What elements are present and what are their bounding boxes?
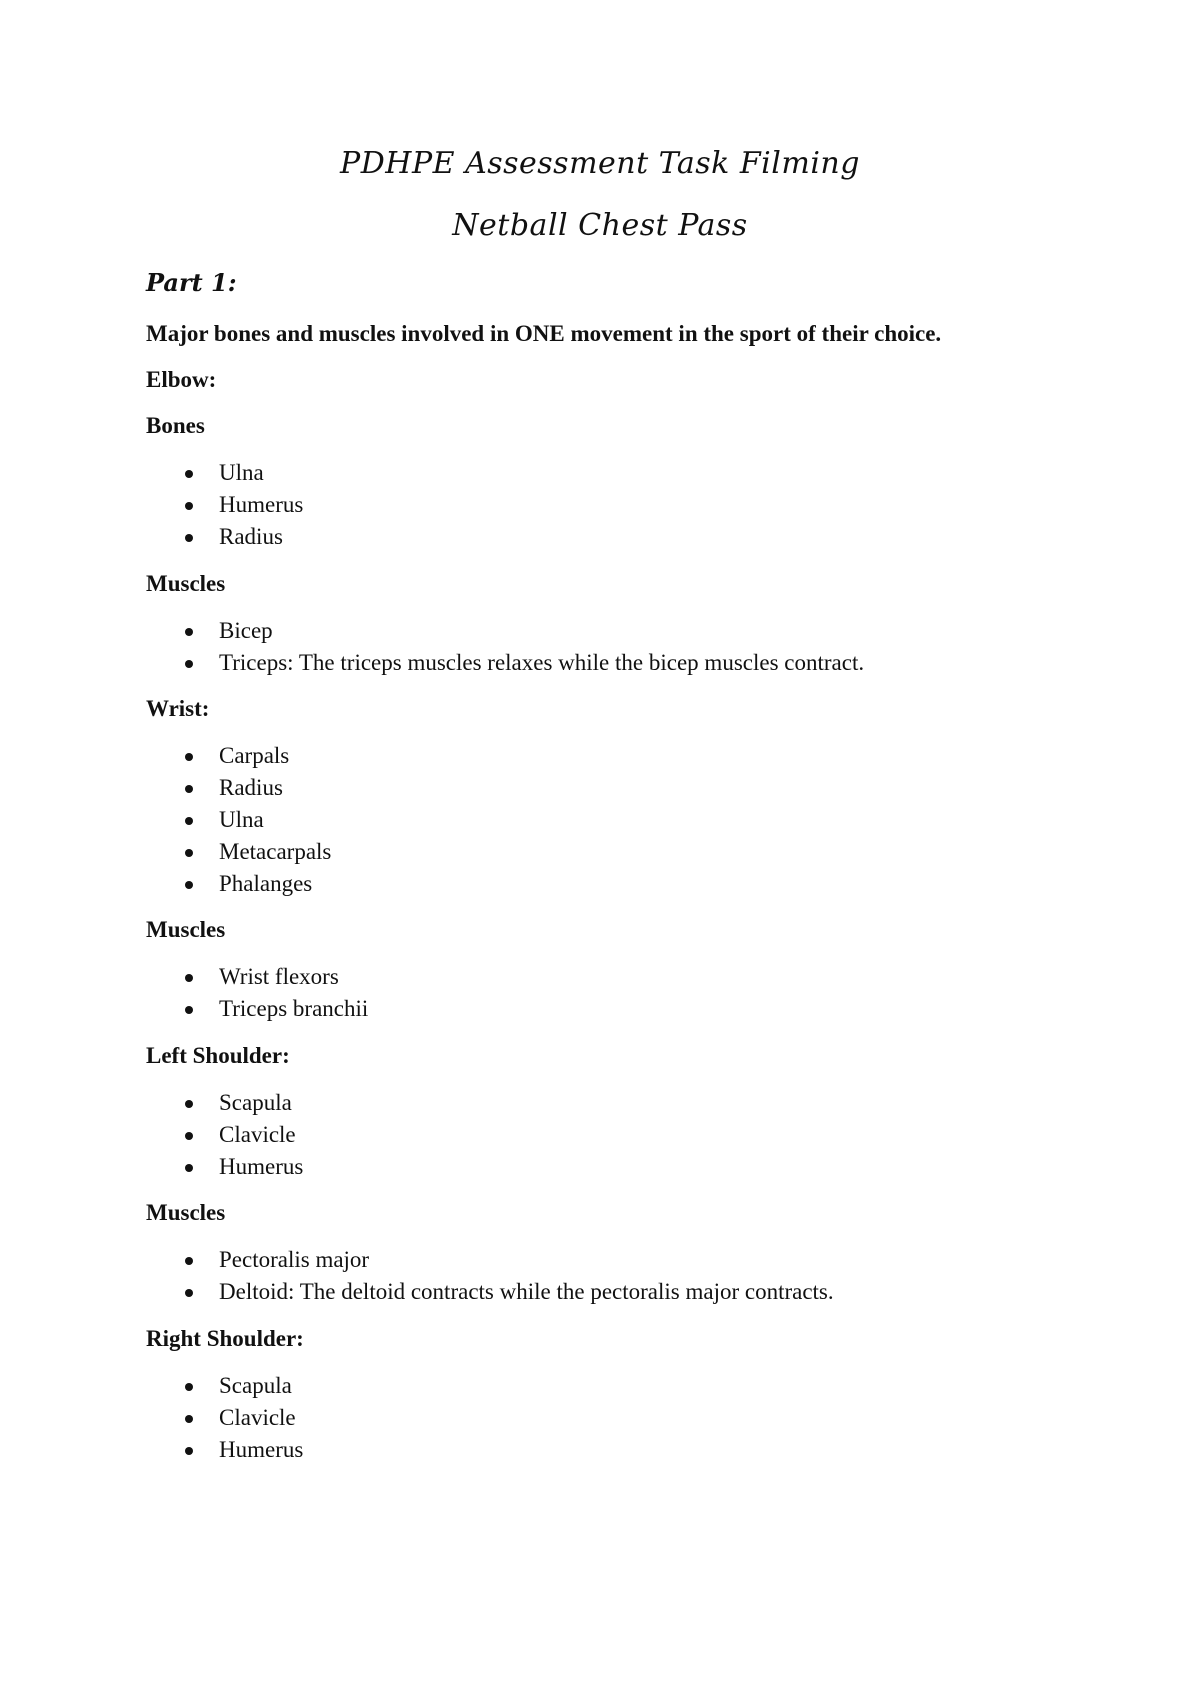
bullet-icon bbox=[185, 1447, 193, 1455]
list-item: Bicep bbox=[146, 615, 1086, 647]
document-title: PDHPE Assessment Task Filming bbox=[340, 146, 860, 181]
bullet-icon bbox=[185, 1415, 193, 1423]
wrist-bones-list bbox=[146, 740, 1086, 900]
bullet-icon bbox=[185, 881, 193, 889]
bullet-icon bbox=[185, 1164, 193, 1172]
left-shoulder-muscles-heading: Muscles bbox=[146, 1200, 226, 1225]
list-item: Carpals bbox=[146, 740, 1086, 772]
list-item: Metacarpals bbox=[146, 836, 1086, 868]
bullet-icon bbox=[185, 628, 193, 636]
wrist-muscles-heading: Muscles bbox=[146, 917, 226, 942]
right-shoulder-heading: Right Shoulder: bbox=[146, 1326, 304, 1351]
bullet-icon bbox=[185, 1100, 193, 1108]
bullet-icon bbox=[185, 817, 193, 825]
document-body bbox=[146, 318, 1086, 1466]
list-item: Ulna bbox=[146, 457, 1086, 489]
wrist-heading: Wrist: bbox=[146, 696, 210, 721]
bullet-icon bbox=[185, 1006, 193, 1014]
part-label: Part 1: bbox=[146, 268, 237, 297]
list-item: Phalanges bbox=[146, 868, 1086, 900]
list-item: Wrist flexors bbox=[146, 961, 1086, 993]
elbow-heading: Elbow: bbox=[146, 367, 217, 392]
bullet-icon bbox=[185, 502, 193, 510]
left-shoulder-bones-list bbox=[146, 1087, 1086, 1183]
elbow-bones-list bbox=[146, 457, 1086, 553]
bullet-icon bbox=[185, 1257, 193, 1265]
intro-heading: Major bones and muscles involved in ONE movement in the sport of their choice. bbox=[146, 321, 942, 346]
list-item: Humerus bbox=[146, 1151, 1086, 1183]
list-item: Ulna bbox=[146, 804, 1086, 836]
left-shoulder-heading: Left Shoulder: bbox=[146, 1043, 290, 1068]
list-item: Radius bbox=[146, 772, 1086, 804]
elbow-muscles-heading: Muscles bbox=[146, 571, 226, 596]
bullet-icon bbox=[185, 534, 193, 542]
elbow-muscles-list bbox=[146, 615, 1086, 679]
left-shoulder-muscles-list bbox=[146, 1244, 1086, 1308]
wrist-muscles-list bbox=[146, 961, 1086, 1025]
list-item: Clavicle bbox=[146, 1119, 1086, 1151]
bullet-icon bbox=[185, 849, 193, 857]
bullet-icon bbox=[185, 974, 193, 982]
right-shoulder-bones-list bbox=[146, 1370, 1086, 1466]
list-item: Triceps: The triceps muscles relaxes while the bicep muscles contract. bbox=[146, 647, 1086, 679]
bullet-icon bbox=[185, 785, 193, 793]
bullet-icon bbox=[185, 1383, 193, 1391]
document-subtitle: Netball Chest Pass bbox=[452, 208, 748, 243]
list-item: Humerus bbox=[146, 489, 1086, 521]
bullet-icon bbox=[185, 1132, 193, 1140]
bullet-icon bbox=[185, 470, 193, 478]
list-item: Deltoid: The deltoid contracts while the pectoralis major contracts. bbox=[146, 1276, 1086, 1308]
list-item: Triceps branchii bbox=[146, 993, 1086, 1025]
bullet-icon bbox=[185, 660, 193, 668]
elbow-bones-heading: Bones bbox=[146, 413, 205, 438]
bullet-icon bbox=[185, 1289, 193, 1297]
list-item: Humerus bbox=[146, 1434, 1086, 1466]
bullet-icon bbox=[185, 753, 193, 761]
list-item: Clavicle bbox=[146, 1402, 1086, 1434]
list-item: Scapula bbox=[146, 1087, 1086, 1119]
list-item: Scapula bbox=[146, 1370, 1086, 1402]
list-item: Radius bbox=[146, 521, 1086, 553]
list-item: Pectoralis major bbox=[146, 1244, 1086, 1276]
